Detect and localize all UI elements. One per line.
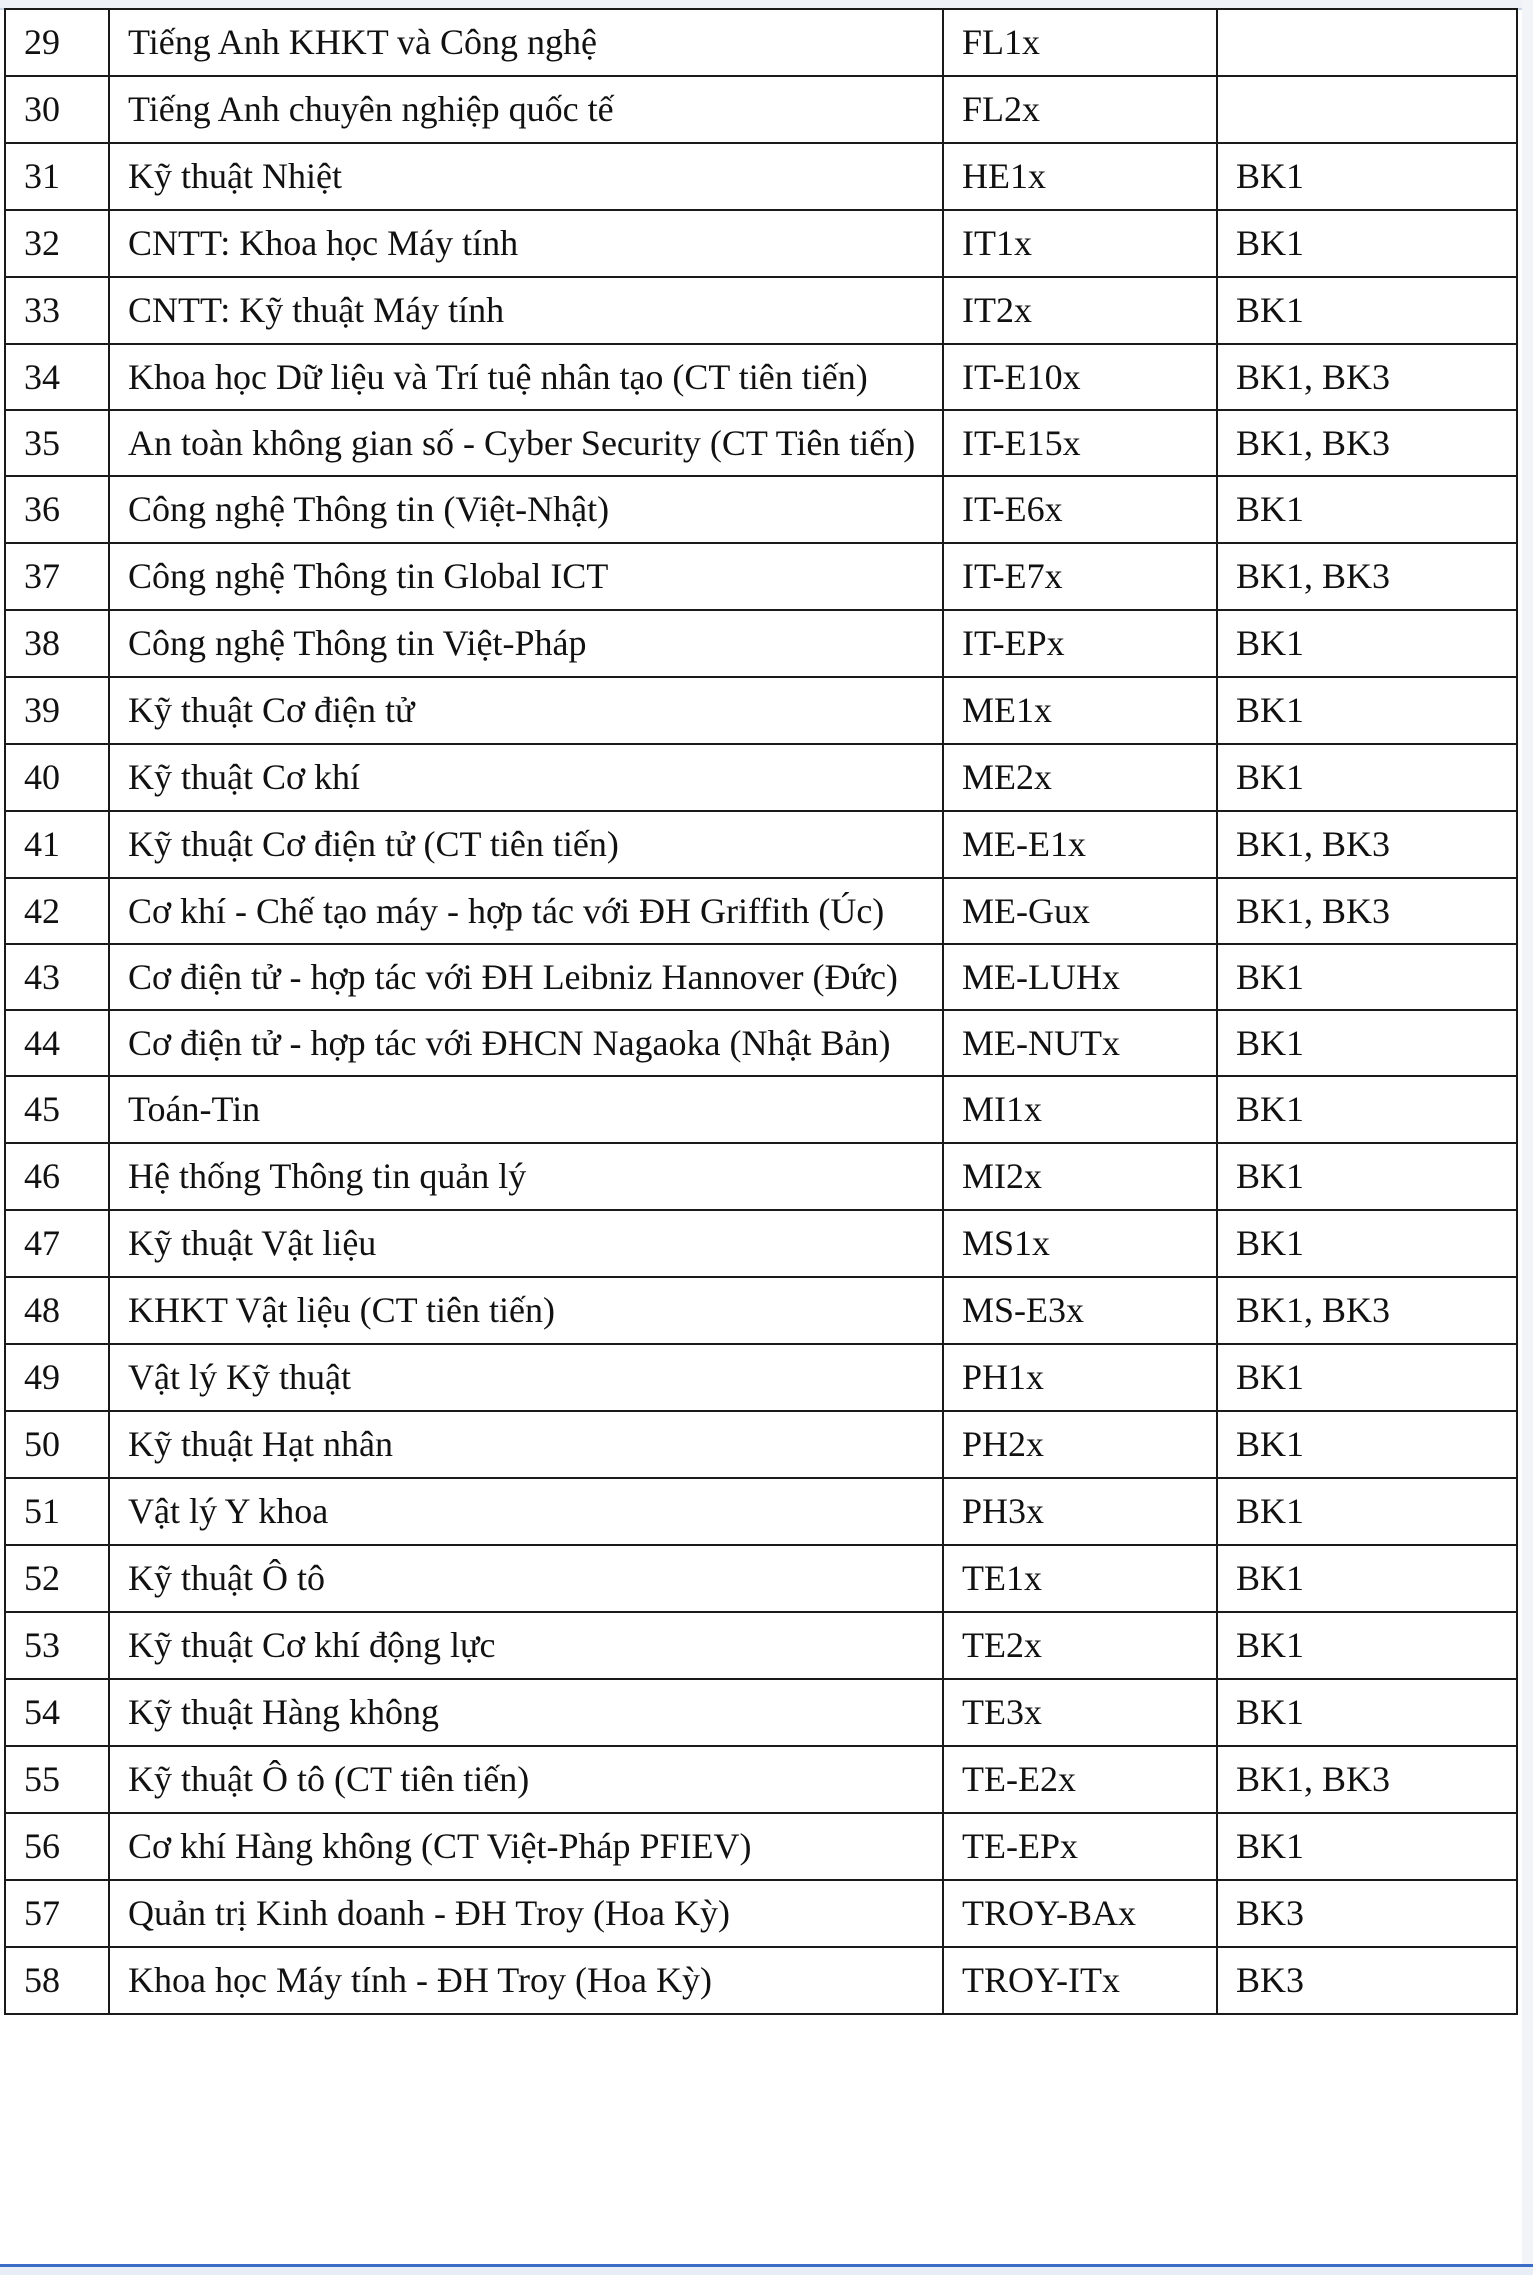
program-code: ME-Gux bbox=[943, 878, 1217, 944]
program-code: MS1x bbox=[943, 1210, 1217, 1277]
table-row bbox=[5, 744, 1517, 811]
row-number: 51 bbox=[5, 1478, 109, 1545]
campus-cell: BK1 bbox=[1217, 1813, 1517, 1880]
programs-table-body bbox=[5, 9, 1517, 2014]
campus-cell: BK1 bbox=[1217, 277, 1517, 344]
campus-cell: BK1 bbox=[1217, 1411, 1517, 1478]
program-code: ME2x bbox=[943, 744, 1217, 811]
row-number: 44 bbox=[5, 1010, 109, 1076]
row-number: 53 bbox=[5, 1612, 109, 1679]
row-number: 55 bbox=[5, 1746, 109, 1813]
programs-table bbox=[4, 8, 1518, 2015]
table-row bbox=[5, 1813, 1517, 1880]
program-name: Vật lý Kỹ thuật bbox=[109, 1344, 943, 1411]
table-row bbox=[5, 944, 1517, 1010]
program-code: MI2x bbox=[943, 1143, 1217, 1210]
program-name: Tiếng Anh chuyên nghiệp quốc tế bbox=[109, 76, 943, 143]
campus-cell: BK1 bbox=[1217, 677, 1517, 744]
campus-cell: BK1 bbox=[1217, 610, 1517, 677]
row-number: 48 bbox=[5, 1277, 109, 1344]
campus-cell: BK3 bbox=[1217, 1947, 1517, 2014]
table-row bbox=[5, 1076, 1517, 1143]
table-row bbox=[5, 1947, 1517, 2014]
campus-cell: BK1 bbox=[1217, 1612, 1517, 1679]
campus-cell: BK1, BK3 bbox=[1217, 811, 1517, 878]
table-row bbox=[5, 1478, 1517, 1545]
table-row bbox=[5, 277, 1517, 344]
campus-cell: BK1, BK3 bbox=[1217, 344, 1517, 410]
table-row bbox=[5, 543, 1517, 610]
program-code: TE-EPx bbox=[943, 1813, 1217, 1880]
campus-cell: BK3 bbox=[1217, 1880, 1517, 1947]
program-name: Công nghệ Thông tin Global ICT bbox=[109, 543, 943, 610]
program-code: ME-LUHx bbox=[943, 944, 1217, 1010]
program-code: TROY-BAx bbox=[943, 1880, 1217, 1947]
row-number: 33 bbox=[5, 277, 109, 344]
row-number: 46 bbox=[5, 1143, 109, 1210]
table-row bbox=[5, 677, 1517, 744]
row-number: 32 bbox=[5, 210, 109, 277]
campus-cell: BK1 bbox=[1217, 1545, 1517, 1612]
campus-cell: BK1 bbox=[1217, 1010, 1517, 1076]
table-row bbox=[5, 1545, 1517, 1612]
table-row bbox=[5, 344, 1517, 410]
table-row bbox=[5, 610, 1517, 677]
program-name: Cơ khí - Chế tạo máy - hợp tác với ĐH Griffith (Úc) bbox=[109, 878, 943, 944]
program-name: Kỹ thuật Cơ điện tử bbox=[109, 677, 943, 744]
table-row bbox=[5, 1411, 1517, 1478]
program-name: KHKT Vật liệu (CT tiên tiến) bbox=[109, 1277, 943, 1344]
program-code: MS-E3x bbox=[943, 1277, 1217, 1344]
program-name: Kỹ thuật Cơ khí động lực bbox=[109, 1612, 943, 1679]
program-name: Hệ thống Thông tin quản lý bbox=[109, 1143, 943, 1210]
program-code: IT1x bbox=[943, 210, 1217, 277]
program-code: TE1x bbox=[943, 1545, 1217, 1612]
program-name: CNTT: Kỹ thuật Máy tính bbox=[109, 277, 943, 344]
campus-cell: BK1 bbox=[1217, 476, 1517, 543]
table-row bbox=[5, 1143, 1517, 1210]
table-row bbox=[5, 1746, 1517, 1813]
program-name: Kỹ thuật Ô tô bbox=[109, 1545, 943, 1612]
row-number: 57 bbox=[5, 1880, 109, 1947]
program-name: Quản trị Kinh doanh - ĐH Troy (Hoa Kỳ) bbox=[109, 1880, 943, 1947]
program-name: Công nghệ Thông tin Việt-Pháp bbox=[109, 610, 943, 677]
program-code: TE3x bbox=[943, 1679, 1217, 1746]
program-name: Kỹ thuật Vật liệu bbox=[109, 1210, 943, 1277]
table-row bbox=[5, 210, 1517, 277]
table-row bbox=[5, 1679, 1517, 1746]
row-number: 38 bbox=[5, 610, 109, 677]
program-code: TROY-ITx bbox=[943, 1947, 1217, 2014]
campus-cell: BK1, BK3 bbox=[1217, 410, 1517, 476]
program-code: IT-E7x bbox=[943, 543, 1217, 610]
row-number: 39 bbox=[5, 677, 109, 744]
table-row bbox=[5, 143, 1517, 210]
row-number: 54 bbox=[5, 1679, 109, 1746]
table-row bbox=[5, 1277, 1517, 1344]
row-number: 29 bbox=[5, 9, 109, 76]
program-code: TE-E2x bbox=[943, 1746, 1217, 1813]
campus-cell: BK1, BK3 bbox=[1217, 1277, 1517, 1344]
row-number: 36 bbox=[5, 476, 109, 543]
program-code: ME-NUTx bbox=[943, 1010, 1217, 1076]
campus-cell: BK1, BK3 bbox=[1217, 1746, 1517, 1813]
campus-cell: BK1, BK3 bbox=[1217, 878, 1517, 944]
campus-cell: BK1 bbox=[1217, 1478, 1517, 1545]
row-number: 34 bbox=[5, 344, 109, 410]
program-name: Khoa học Dữ liệu và Trí tuệ nhân tạo (CT tiên tiến) bbox=[109, 344, 943, 410]
row-number: 37 bbox=[5, 543, 109, 610]
program-name: Cơ điện tử - hợp tác với ĐH Leibniz Hannover (Đức) bbox=[109, 944, 943, 1010]
program-name: Công nghệ Thông tin (Việt-Nhật) bbox=[109, 476, 943, 543]
program-name: Kỹ thuật Cơ điện tử (CT tiên tiến) bbox=[109, 811, 943, 878]
program-code: PH3x bbox=[943, 1478, 1217, 1545]
table-row bbox=[5, 476, 1517, 543]
program-name: Kỹ thuật Hàng không bbox=[109, 1679, 943, 1746]
campus-cell bbox=[1217, 9, 1517, 76]
program-name: Khoa học Máy tính - ĐH Troy (Hoa Kỳ) bbox=[109, 1947, 943, 2014]
program-code: ME-E1x bbox=[943, 811, 1217, 878]
campus-cell: BK1 bbox=[1217, 143, 1517, 210]
row-number: 52 bbox=[5, 1545, 109, 1612]
table-row bbox=[5, 76, 1517, 143]
table-row bbox=[5, 1612, 1517, 1679]
table-row bbox=[5, 410, 1517, 476]
campus-cell: BK1, BK3 bbox=[1217, 543, 1517, 610]
table-row bbox=[5, 878, 1517, 944]
campus-cell: BK1 bbox=[1217, 944, 1517, 1010]
row-number: 42 bbox=[5, 878, 109, 944]
program-code: FL2x bbox=[943, 76, 1217, 143]
table-row bbox=[5, 1344, 1517, 1411]
table-row bbox=[5, 811, 1517, 878]
campus-cell: BK1 bbox=[1217, 210, 1517, 277]
row-number: 35 bbox=[5, 410, 109, 476]
row-number: 45 bbox=[5, 1076, 109, 1143]
program-name: Cơ khí Hàng không (CT Việt-Pháp PFIEV) bbox=[109, 1813, 943, 1880]
campus-cell: BK1 bbox=[1217, 1679, 1517, 1746]
campus-cell: BK1 bbox=[1217, 1344, 1517, 1411]
campus-cell bbox=[1217, 76, 1517, 143]
campus-cell: BK1 bbox=[1217, 1076, 1517, 1143]
campus-cell: BK1 bbox=[1217, 1210, 1517, 1277]
program-code: IT-E6x bbox=[943, 476, 1217, 543]
row-number: 31 bbox=[5, 143, 109, 210]
row-number: 30 bbox=[5, 76, 109, 143]
campus-cell: BK1 bbox=[1217, 1143, 1517, 1210]
program-name: CNTT: Khoa học Máy tính bbox=[109, 210, 943, 277]
program-code: IT-EPx bbox=[943, 610, 1217, 677]
row-number: 41 bbox=[5, 811, 109, 878]
program-name: Kỹ thuật Ô tô (CT tiên tiến) bbox=[109, 1746, 943, 1813]
row-number: 43 bbox=[5, 944, 109, 1010]
program-code: ME1x bbox=[943, 677, 1217, 744]
program-code: MI1x bbox=[943, 1076, 1217, 1143]
table-row bbox=[5, 1210, 1517, 1277]
program-code: PH1x bbox=[943, 1344, 1217, 1411]
program-name: Kỹ thuật Hạt nhân bbox=[109, 1411, 943, 1478]
program-name: An toàn không gian số - Cyber Security (CT Tiên tiến) bbox=[109, 410, 943, 476]
program-name: Vật lý Y khoa bbox=[109, 1478, 943, 1545]
row-number: 40 bbox=[5, 744, 109, 811]
campus-cell: BK1 bbox=[1217, 744, 1517, 811]
window-right-edge bbox=[1522, 0, 1533, 2275]
row-number: 47 bbox=[5, 1210, 109, 1277]
program-name: Cơ điện tử - hợp tác với ĐHCN Nagaoka (Nhật Bản) bbox=[109, 1010, 943, 1076]
program-code: IT-E10x bbox=[943, 344, 1217, 410]
program-name: Toán-Tin bbox=[109, 1076, 943, 1143]
program-code: PH2x bbox=[943, 1411, 1217, 1478]
program-code: TE2x bbox=[943, 1612, 1217, 1679]
row-number: 49 bbox=[5, 1344, 109, 1411]
program-name: Kỹ thuật Cơ khí bbox=[109, 744, 943, 811]
row-number: 56 bbox=[5, 1813, 109, 1880]
program-code: FL1x bbox=[943, 9, 1217, 76]
table-row bbox=[5, 1880, 1517, 1947]
table-row bbox=[5, 1010, 1517, 1076]
program-name: Kỹ thuật Nhiệt bbox=[109, 143, 943, 210]
program-name: Tiếng Anh KHKT và Công nghệ bbox=[109, 9, 943, 76]
program-code: IT2x bbox=[943, 277, 1217, 344]
program-code: HE1x bbox=[943, 143, 1217, 210]
table-row bbox=[5, 9, 1517, 76]
row-number: 58 bbox=[5, 1947, 109, 2014]
window-bottom-edge bbox=[0, 2264, 1533, 2275]
row-number: 50 bbox=[5, 1411, 109, 1478]
program-code: IT-E15x bbox=[943, 410, 1217, 476]
